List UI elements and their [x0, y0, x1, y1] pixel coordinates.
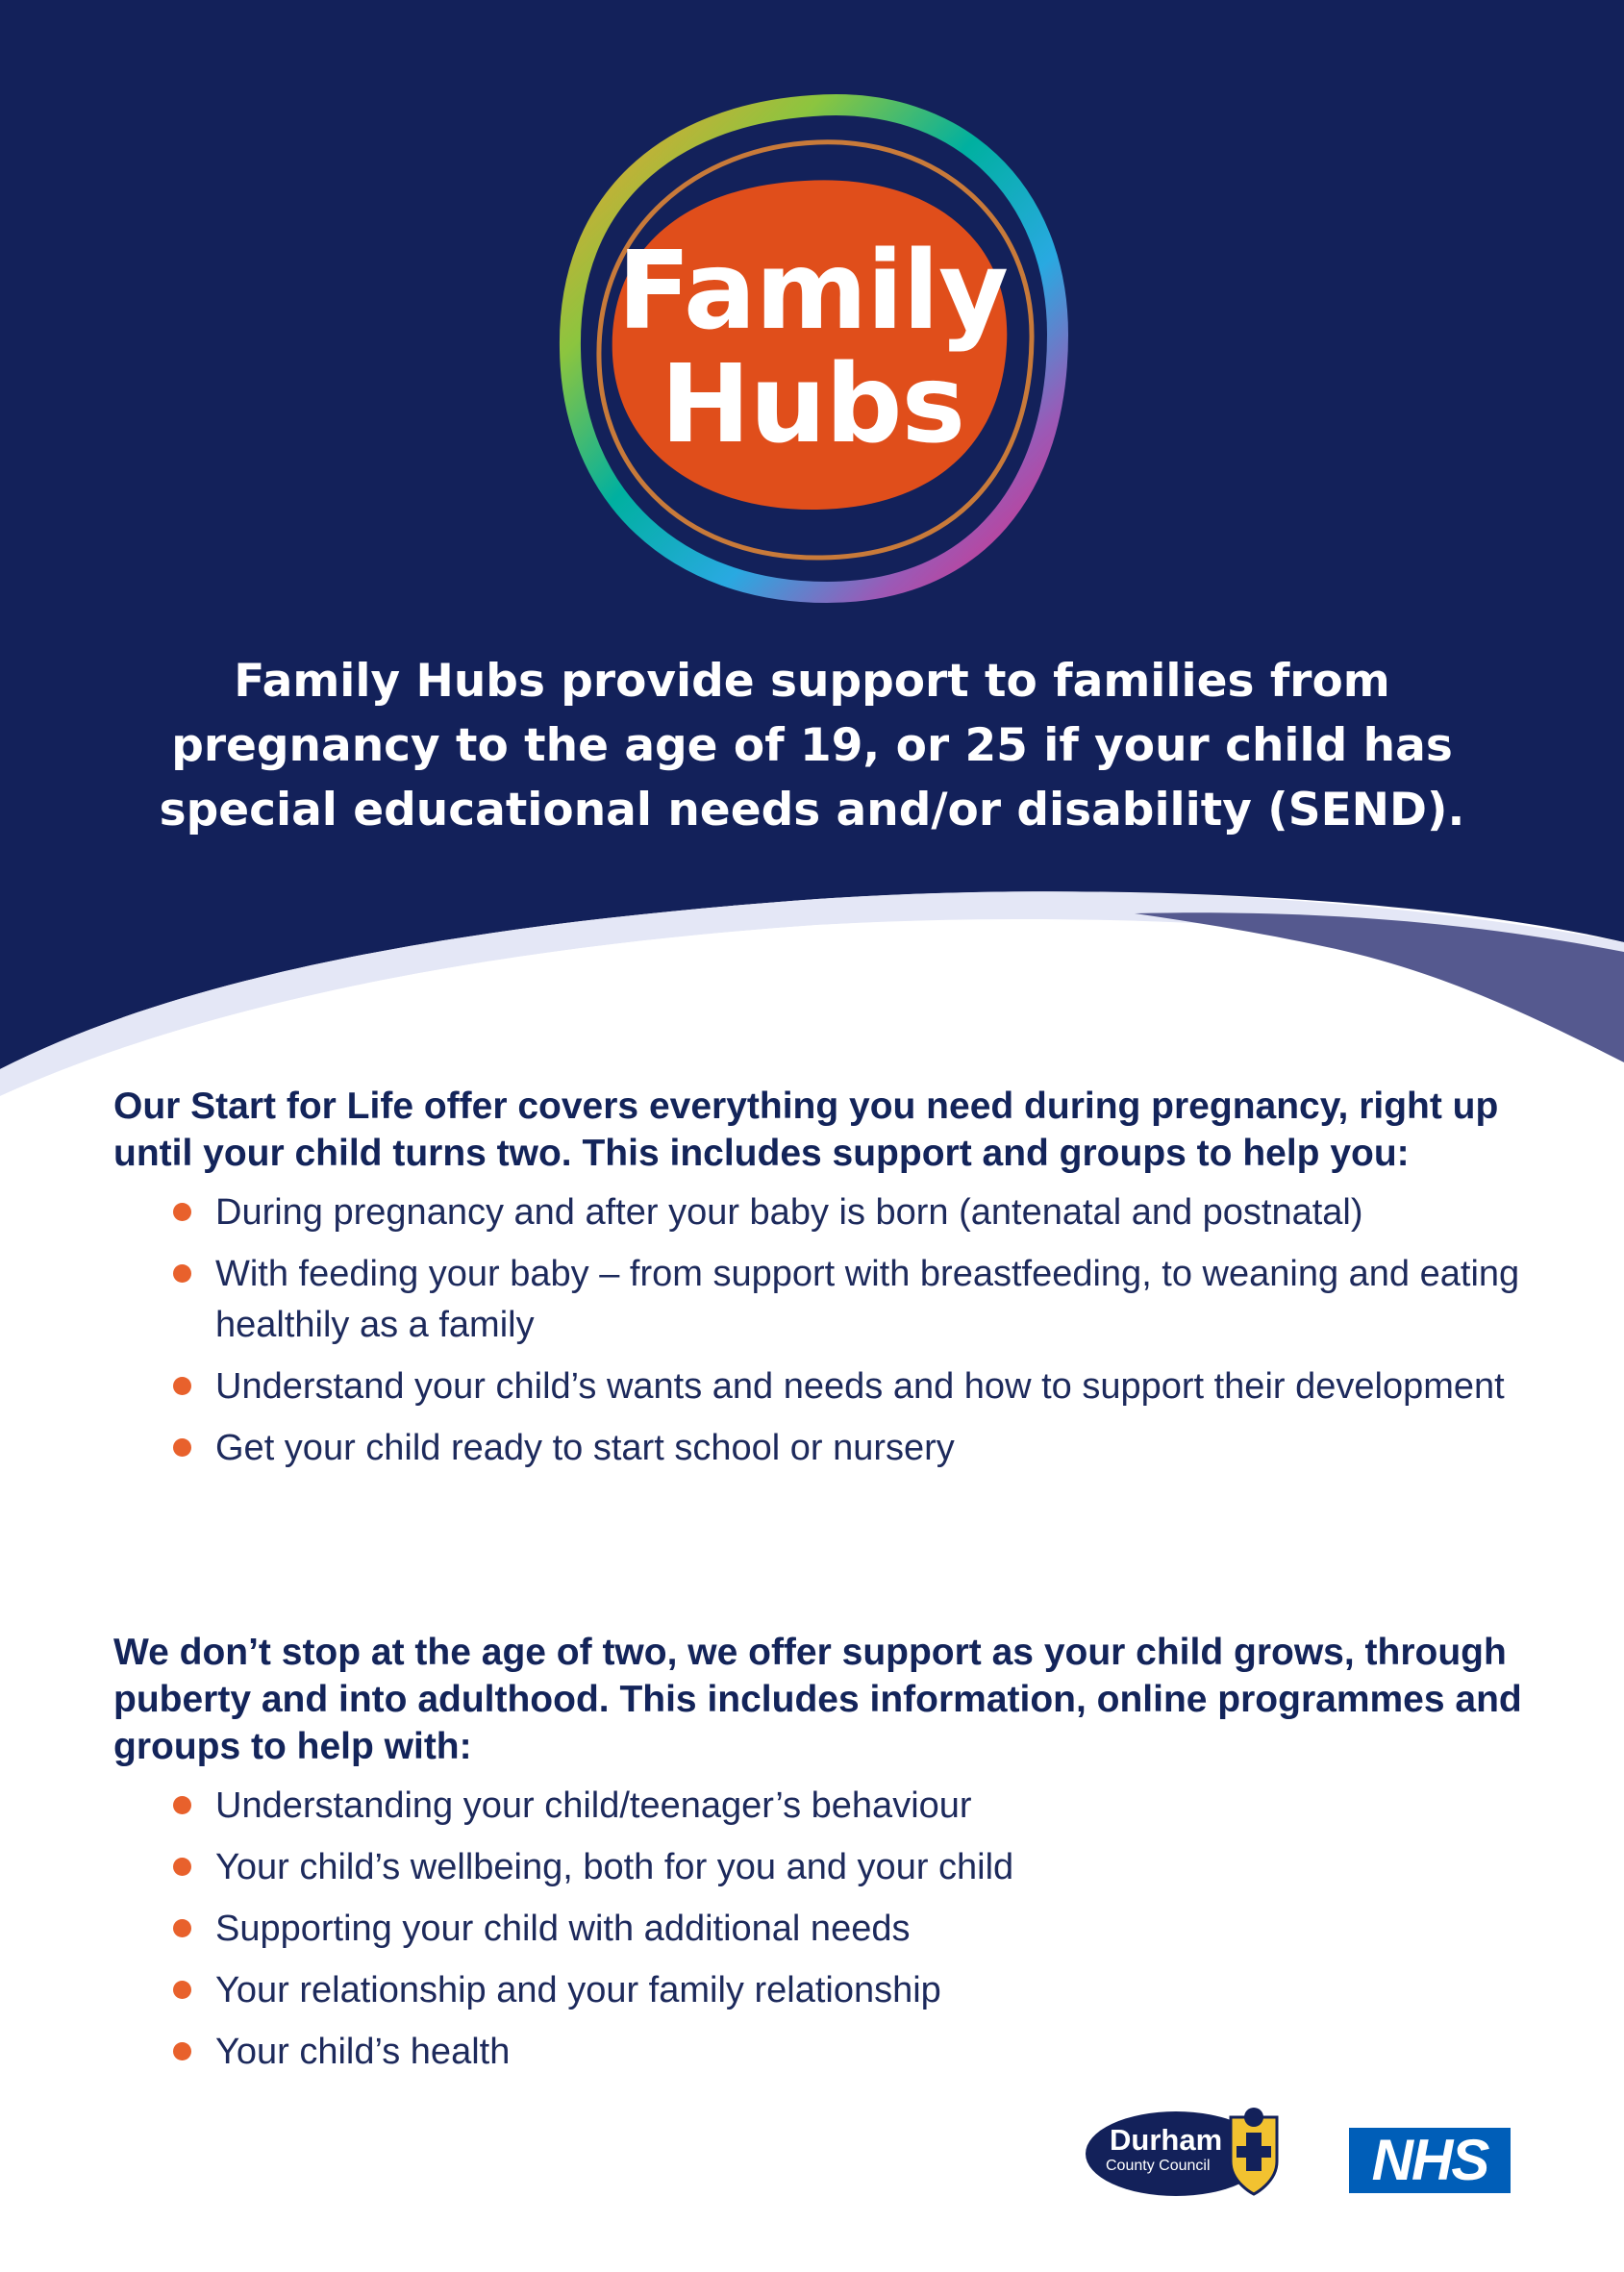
hero-tagline: Family Hubs provide support to families from pregnancy to the age of 19, or 25 if your child has special educational needs and/or disability (SEND). — [159, 655, 1465, 836]
logo-word-hubs: Hubs — [660, 342, 965, 467]
family-hubs-logo — [553, 85, 1072, 613]
list-item: Your child’s wellbeing, both for you and your child — [113, 1842, 1527, 1893]
list-item: Your relationship and your family relationship — [113, 1965, 1527, 2016]
section-intro: Our Start for Life offer covers everything you need during pregnancy, right up until your child turns two. This includes support and groups to help you: — [113, 1086, 1499, 1174]
logo-word-family: Family — [616, 229, 1008, 354]
list-item: With feeding your baby – from support with breastfeeding, to weaning and eating healthily as a family — [113, 1249, 1527, 1351]
list-item: During pregnancy and after your baby is born (antenatal and postnatal) — [113, 1187, 1527, 1238]
bullet-list — [113, 1781, 1527, 2078]
list-item: Understanding your child/teenager’s behaviour — [113, 1781, 1527, 1832]
nhs-logo: NHS — [1349, 2128, 1511, 2193]
section-intro: We don’t stop at the age of two, we offer support as your child grows, through puberty and into adulthood. This includes information, online programmes and groups to help with: — [113, 1632, 1522, 1767]
list-item: Get your child ready to start school or nursery — [113, 1423, 1527, 1474]
bullet-list — [113, 1187, 1527, 1474]
list-item: Your child’s health — [113, 2027, 1527, 2078]
start-for-life-section — [113, 1083, 1527, 1474]
durham-county-council-logo — [1085, 2104, 1288, 2200]
list-item: Supporting your child with additional needs — [113, 1904, 1527, 1955]
beyond-two-section — [113, 1629, 1527, 2078]
list-item: Understand your child’s wants and needs and how to support their development — [113, 1361, 1527, 1412]
durham-subtitle: County Council — [1106, 2158, 1211, 2174]
durham-name: Durham — [1110, 2123, 1223, 2157]
